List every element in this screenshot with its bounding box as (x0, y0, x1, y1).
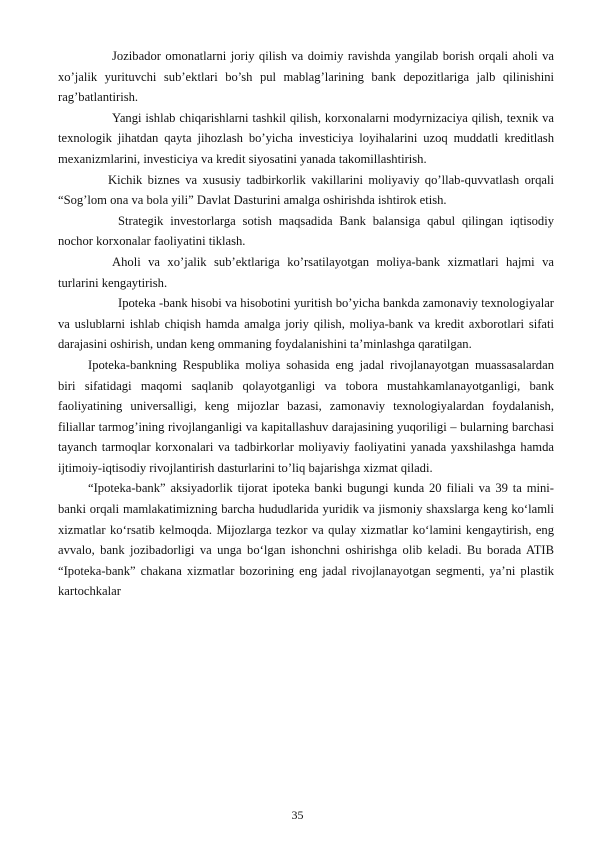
paragraph-strategic-investors: Strategik investorlarga sotish maqsadida Bank balansiga qabul qilingan iqtisodiy nochor korxonalar faoliyatini tiklash. (58, 213, 554, 249)
document-body (58, 46, 554, 602)
paragraph-accounting: Ipoteka -bank hisobi va hisobotini yuritish bo’yicha bankda zamonaviy texnologiyalar va uslublarni ishlab chiqish hamda amalga joriy qilish, moliya-bank va kredit axborotlari sifati darajasini oshirish, undan keng ommaning foydalanishini ta’minlashga qaratilgan. (58, 296, 554, 352)
page-number: 35 (291, 808, 304, 822)
paragraph-deposits: Jozibador omonatlarni joriy qilish va doimiy ravishda yangilab borish orqali aholi va xo’jalik yurituvchi sub’ektlari bo’sh pul mablag’larining bank depozitlariga jalb qilinishini rag’batlantirish. (58, 49, 554, 105)
paragraph-ipoteka-bank-status: Ipoteka-bankning Respublika moliya sohasida eng jadal rivojlanayotgan muassasalardan biri sifatidagi maqomi saqlanib qolayotganligi va tobora mustahkamlanayotganligi, bank faoliyatining universalligi, keng mijozlar bazasi, zamonaviy texnologiyalardan foydalanish, filiallar tarmog’ining rivojlanganligi va kapitallashuv darajasining yuqoriligi – bularning barchasi tayanch tarmoqlar korxonalari va tadbirkorlar moliyaviy faoliyatini yanada yaxshilashga hamda ijtimoiy-iqtisodiy rivojlantirish dasturlarini to’liq bajarishga xizmat qiladi. (58, 357, 554, 475)
paragraph-bank-services: Aholi va xo’jalik sub’ektlariga ko’rsatilayotgan moliya-bank xizmatlari hajmi va turlarini kengaytirish. (58, 254, 554, 290)
paragraph-ipoteka-bank-branches: “Ipoteka-bank” aksiyadorlik tijorat ipoteka banki bugungi kunda 20 filiali va 39 ta mini-banki orqali mamlakatimizning barcha hududlarida yuridik va jismoniy shaxslarga keng ko‘lamli xizmatlar ko‘rsatib kelmoqda. Mijozlarga tezkor va qulay xizmatlar ko‘lamini kengaytirish, eng avvalo, bank jozibadorligi va unga bo‘lgan ishonchni oshirishga olib keladi. Bu borada ATIB “Ipoteka-bank” chakana xizmatlar bozorining eng jadal rivojlanayotgan segmenti, ya’ni plastik kartochkalar (58, 481, 554, 599)
paragraph-investment-credit: Yangi ishlab chiqarishlarni tashkil qilish, korxonalarni modyrnizaciya qilish, texnik va texnologik jihatdan qayta jihozlash bo’yicha investiciya loyihalarini uzoq muddatli kreditlash mexanizmlarini, investiciya va kredit siyosatini yanada takomillashtirish. (58, 110, 554, 166)
paragraph-small-business: Kichik biznes va xususiy tadbirkorlik vakillarini moliyaviy qo’llab-quvvatlash orqali “Sog’lom ona va bola yili” Davlat Dasturini amalga oshirishda ishtirok etish. (58, 172, 554, 208)
